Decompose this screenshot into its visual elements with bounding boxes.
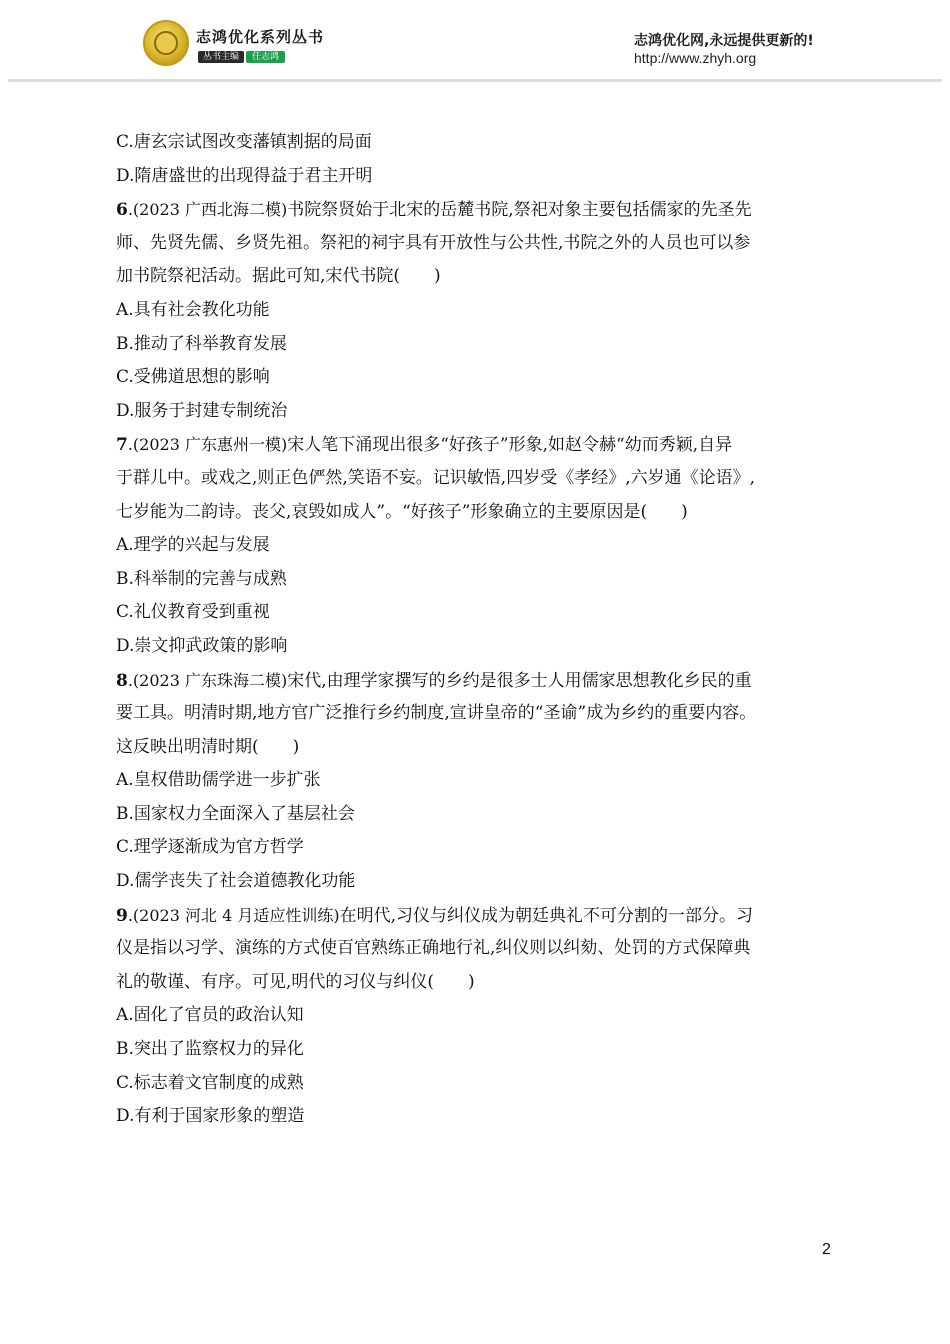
line-text: 于群儿中。或戏之,则正色俨然,笑语不妄。记识敏悟,四岁受《孝经》,六岁通《论语》, [116,467,756,488]
text-line [116,1100,846,1134]
series-logo-icon [143,20,189,66]
line-text: 加书院祭祀活动。据此可知,宋代书院( ) [116,266,441,287]
question-source: .(2023 河北 4 月适应性训练) [127,905,340,925]
line-text: 七岁能为二韵诗。丧父,哀毁如成人”。“好孩子”形象确立的主要原因是( ) [116,501,688,522]
line-text: C.唐玄宗试图改变藩镇割据的局面 [116,132,372,152]
line-text: A.固化了官员的政治认知 [116,1005,304,1026]
text-line [116,395,846,429]
text-line [116,1033,846,1067]
question-stem-line [116,899,846,933]
line-text: D.儒学丧失了社会道德教化功能 [116,871,356,892]
line-text: 仪是指以习学、演练的方式使百官熟练正确地行礼,纠仪则以纠劾、处罚的方式保障典 [116,938,751,959]
question-number: 7 [116,435,128,456]
line-text: B.科举制的完善与成熟 [116,568,287,589]
line-text: 书院祭贤始于北宋的岳麓书院,祭祀对象主要包括儒家的先圣先 [287,200,752,221]
text-line [116,462,846,496]
line-text: C.理学逐渐成为官方哲学 [116,837,304,858]
line-text: D.崇文抑武政策的影响 [116,635,288,656]
text-line [116,596,846,630]
line-text: D.隋唐盛世的出现得益于君主开明 [116,165,373,186]
header-divider [8,79,942,82]
line-text: B.国家权力全面深入了基层社会 [116,803,355,824]
line-text: A.皇权借助儒学进一步扩张 [116,770,321,791]
question-stem-line [116,193,846,227]
line-text: 宋代,由理学家撰写的乡约是很多士人用儒家思想教化乡民的重 [287,670,752,691]
text-line [116,328,846,362]
series-sub-label: 丛书主编 [198,51,244,63]
line-text: 礼的敬谨、有序。可见,明代的习仪与纠仪( ) [116,971,475,992]
line-text: 这反映出明清时期( ) [116,736,300,757]
question-source: .(2023 广东珠海二模) [127,670,288,690]
page-header [0,0,950,82]
question-body [116,126,846,1134]
question-number: 6 [116,200,128,221]
series-editor: 任志鸿 [246,51,285,63]
text-line [116,865,846,899]
series-title: 志鸿优化系列丛书 [196,28,325,46]
text-line [116,630,846,664]
text-line [116,764,846,798]
line-text: 要工具。明清时期,地方官广泛推行乡约制度,宣讲皇帝的“圣谕”成为乡约的重要内容。 [116,703,757,724]
text-line [116,361,846,395]
text-line [116,966,846,1000]
line-text: 师、先贤先儒、乡贤先祖。祭祀的祠宇具有开放性与公共性,书院之外的人员也可以参 [116,232,751,253]
line-text: C.礼仪教育受到重视 [116,602,270,623]
logo-emblem [154,31,178,55]
text-line [116,563,846,597]
text-line [116,831,846,865]
text-line [116,160,846,194]
text-line [116,697,846,731]
line-text: 宋人笔下涌现出很多“好孩子”形象,如赵令赫“幼而秀颖,自异 [287,435,733,456]
question-stem-line [116,664,846,698]
question-number: 9 [116,905,128,926]
line-text: C.受佛道思想的影响 [116,367,270,388]
question-stem-line [116,428,846,462]
question-number: 8 [116,670,128,691]
text-line [116,126,846,160]
text-line [116,294,846,328]
line-text: B.突出了监察权力的异化 [116,1039,304,1060]
text-line [116,798,846,832]
line-text: D.服务于封建专制统治 [116,400,288,421]
text-line [116,1067,846,1101]
text-line [116,496,846,530]
line-text: B.推动了科举教育发展 [116,333,287,354]
line-text: D.有利于国家形象的塑造 [116,1106,305,1127]
text-line [116,999,846,1033]
question-source: .(2023 广东惠州一模) [127,435,288,455]
header-url: http://www.zhyh.org [634,50,757,66]
line-text: 在明代,习仪与纠仪成为朝廷典礼不可分割的一部分。习 [339,905,753,926]
question-source: .(2023 广西北海二模) [127,200,288,220]
text-line [116,932,846,966]
page-number: 2 [822,1241,831,1258]
series-editor-line [198,49,285,62]
text-line [116,731,846,765]
line-text: C.标志着文官制度的成熟 [116,1072,304,1093]
header-slogan: 志鸿优化网,永远提供更新的! [634,33,814,49]
text-line [116,529,846,563]
text-line [116,227,846,261]
line-text: A.理学的兴起与发展 [116,535,270,556]
line-text: A.具有社会教化功能 [116,299,270,320]
text-line [116,260,846,294]
